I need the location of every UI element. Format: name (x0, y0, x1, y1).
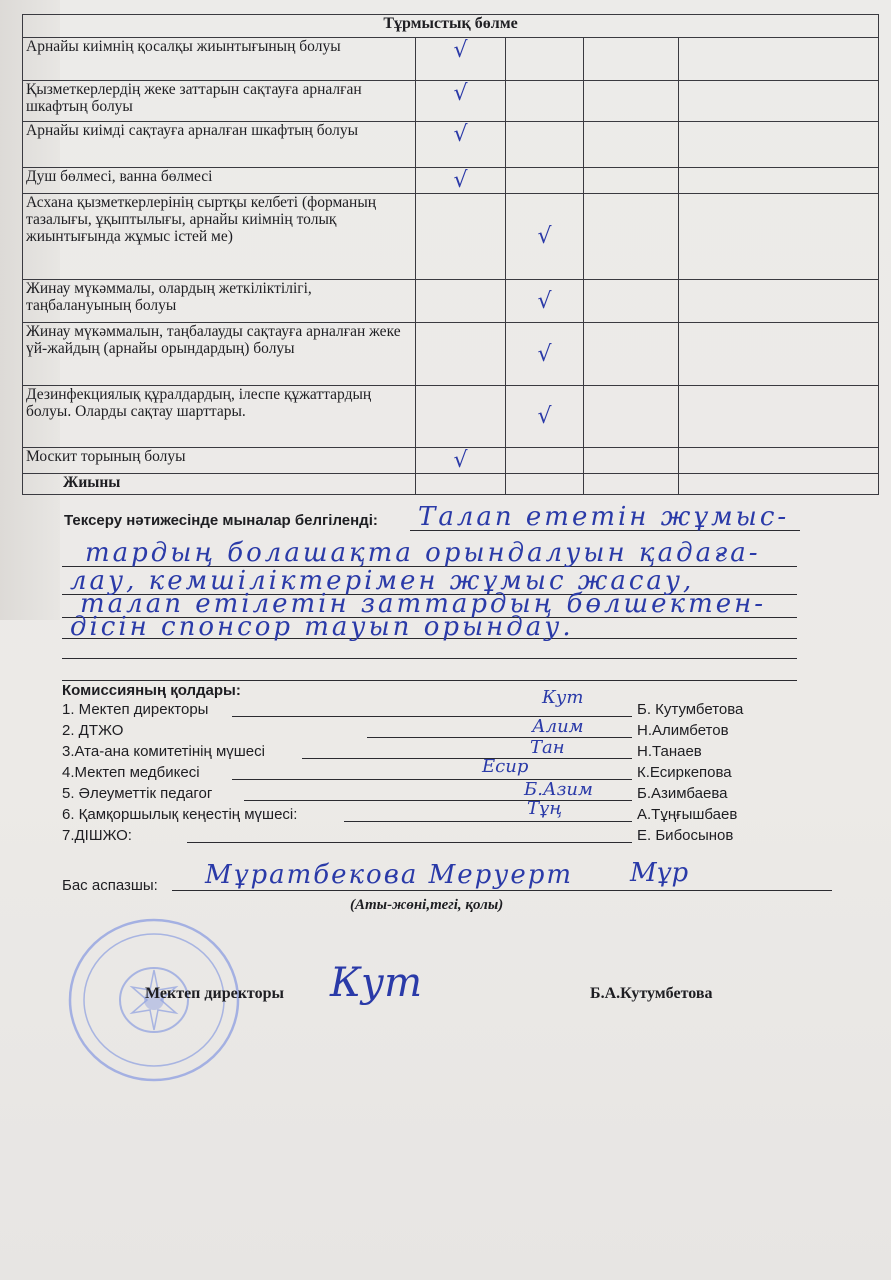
signature-line (367, 737, 632, 738)
member-name: Н.Танаев (637, 743, 702, 760)
chef-handwritten-name: Мұратбекова Меруерт (205, 860, 574, 890)
check-mark: √ (416, 81, 506, 122)
commission-member (62, 756, 782, 785)
check-mark: √ (506, 194, 584, 280)
check-mark (416, 280, 506, 323)
commission-member (62, 798, 782, 827)
check-mark (506, 122, 584, 168)
commission-member (62, 737, 782, 764)
total-label: Жиыны (23, 474, 416, 495)
rule-line (62, 658, 797, 659)
empty-cell (679, 168, 879, 194)
check-mark: √ (506, 386, 584, 448)
chef-signature: Мұр (630, 858, 689, 888)
check-mark (506, 448, 584, 474)
row-label: Душ бөлмесі, ванна бөлмесі (23, 168, 416, 194)
findings-label: Тексеру нәтижесінде мыналар белгіленді: (64, 512, 378, 529)
total-row (23, 474, 879, 495)
empty-cell (679, 38, 879, 81)
handwritten-finding: тардың болашақта орындалуын қадаға- (85, 538, 761, 568)
table-row (23, 448, 879, 474)
empty-cell (679, 386, 879, 448)
empty-cell (584, 386, 679, 448)
handwritten-finding: талап етілетін заттардың бөлшектен- (80, 589, 767, 619)
member-signature: Алим (532, 716, 584, 737)
commission-member (62, 827, 782, 848)
table-row (23, 323, 879, 386)
empty-cell (506, 474, 584, 495)
check-mark (506, 168, 584, 194)
director-signature: Кут (330, 960, 423, 1006)
empty-cell (679, 81, 879, 122)
empty-cell (679, 280, 879, 323)
member-position: 4.Мектеп медбикесі (62, 764, 200, 781)
empty-cell (584, 280, 679, 323)
check-mark: √ (416, 448, 506, 474)
empty-cell (679, 474, 879, 495)
row-label: Қызметкерлердің жеке заттарын сақтауға арналған шкафтың болуы (23, 81, 416, 122)
row-label: Асхана қызметкерлерінің сыртқы келбеті (форманың тазалығы, ұқыптылығы, арнайы киімнің толық жиынтығында жұмыс істей ме) (23, 194, 416, 280)
section-title: Тұрмыстық бөлме (23, 15, 879, 38)
signature-line (344, 821, 632, 822)
empty-cell (584, 168, 679, 194)
chef-label: Бас аспазшы: (62, 877, 158, 894)
inspection-table (22, 14, 879, 495)
check-mark (416, 194, 506, 280)
member-name: Н.Алимбетов (637, 722, 729, 739)
member-signature: Б.Азим (524, 779, 593, 800)
empty-cell (584, 194, 679, 280)
member-position: 5. Әлеуметтік педагог (62, 785, 213, 802)
check-mark (416, 386, 506, 448)
member-signature: Тұң (527, 798, 563, 819)
check-mark: √ (506, 280, 584, 323)
empty-cell (584, 81, 679, 122)
table-row (23, 38, 879, 81)
handwritten-finding: лау, кемшіліктерімен жұмыс жасау, (70, 566, 695, 596)
empty-cell (679, 323, 879, 386)
handwritten-finding: дісін спонсор тауып орындау. (70, 612, 574, 642)
empty-cell (584, 323, 679, 386)
commission-member (62, 716, 782, 743)
member-position: 6. Қамқоршылық кеңестің мүшесі: (62, 806, 298, 823)
empty-cell (584, 122, 679, 168)
check-mark (416, 323, 506, 386)
check-mark: √ (416, 122, 506, 168)
empty-cell (679, 122, 879, 168)
table-row (23, 168, 879, 194)
signature-line (244, 800, 632, 801)
signature-line (302, 758, 632, 759)
check-mark (506, 81, 584, 122)
check-mark: √ (506, 323, 584, 386)
row-label: Жинау мүкәммалын, таңбалауды сақтауға арналған жеке үй-жайдың (арнайы орындардың) болуы (23, 323, 416, 386)
member-name: Е. Бибосынов (637, 827, 734, 844)
table-row (23, 122, 879, 168)
member-position: 1. Мектеп директоры (62, 701, 209, 718)
member-position: 7.ДІШЖО: (62, 827, 132, 844)
row-label: Дезинфекциялық құралдардың, ілеспе құжаттардың болуы. Оларды сақтау шарттары. (23, 386, 416, 448)
commission-heading: Комиссияның қолдары: (62, 682, 241, 699)
member-signature: Есир (482, 756, 529, 777)
signature-line (187, 842, 632, 843)
table-row (23, 386, 879, 448)
empty-cell (679, 448, 879, 474)
row-label: Арнайы киімнің қосалқы жиынтығының болуы (23, 38, 416, 81)
empty-cell (584, 448, 679, 474)
empty-cell (416, 474, 506, 495)
member-name: К.Есиркепова (637, 764, 732, 781)
row-label: Арнайы киімді сақтауға арналған шкафтың болуы (23, 122, 416, 168)
chef-signature-line (172, 890, 832, 891)
handwritten-finding: Талап ететін жұмыс- (418, 502, 790, 532)
member-signature: Кут (542, 687, 584, 708)
empty-cell (584, 474, 679, 495)
member-position: 3.Ата-ана комитетінің мүшесі (62, 743, 265, 760)
member-name: А.Тұңғышбаев (637, 806, 738, 823)
table-row (23, 81, 879, 122)
empty-cell (584, 38, 679, 81)
empty-cell (679, 194, 879, 280)
member-name: Б.Азимбаева (637, 785, 728, 802)
row-label: Жинау мүкәммалы, олардың жеткіліктілігі, таңбалануының болуы (23, 280, 416, 323)
director-name: Б.А.Кутумбетова (590, 985, 713, 1002)
check-mark (506, 38, 584, 81)
rule-line (62, 680, 797, 681)
table-row (23, 194, 879, 280)
commission-section (62, 682, 782, 848)
check-mark: √ (416, 168, 506, 194)
director-label: Мектеп директоры (145, 985, 284, 1002)
row-label: Москит торының болуы (23, 448, 416, 474)
table-row (23, 280, 879, 323)
member-position: 2. ДТЖО (62, 722, 124, 739)
commission-member (62, 779, 782, 806)
member-signature: Тан (530, 737, 565, 758)
member-name: Б. Кутумбетова (637, 701, 744, 718)
check-mark: √ (416, 38, 506, 81)
chef-field-note: (Аты-жөні,тегі, қолы) (350, 897, 504, 913)
